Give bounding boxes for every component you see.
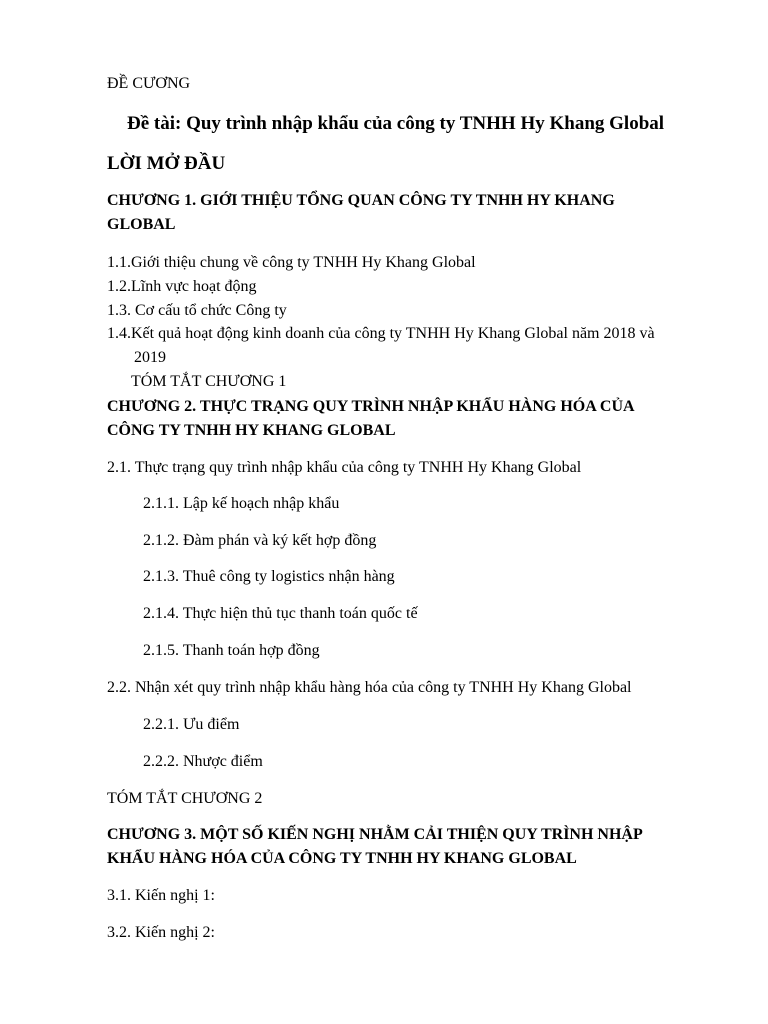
- chapter3-item: 3.2. Kiến nghị 2:: [107, 924, 215, 941]
- chapter2-subitem: 2.1.4. Thực hiện thủ tục thanh toán quốc tế: [143, 605, 418, 622]
- chapter2-subitem: 2.1.2. Đàm phán và ký kết hợp đồng: [143, 532, 377, 549]
- chapter1-summary: TÓM TẮT CHƯƠNG 1: [131, 373, 287, 390]
- chapter3-item: 3.1. Kiến nghị 1:: [107, 887, 215, 904]
- chapter2-subitem: 2.2.1. Ưu điểm: [143, 716, 240, 733]
- chapter2-heading-line1: CHƯƠNG 2. THỰC TRẠNG QUY TRÌNH NHẬP KHẨU HÀNG HÓA CỦA: [107, 398, 635, 415]
- chapter2-subitem: 2.1.1. Lập kế hoạch nhập khẩu: [143, 495, 340, 512]
- chapter3-heading-line2: KHẨU HÀNG HÓA CỦA CÔNG TY TNHH HY KHANG GLOBAL: [107, 850, 577, 867]
- chapter1-item: 1.4.Kết quả hoạt động kinh doanh của công ty TNHH Hy Khang Global năm 2018 và: [107, 325, 655, 342]
- chapter2-subitem: 2.1.5. Thanh toán hợp đồng: [143, 642, 320, 659]
- chapter1-item-continuation: 2019: [134, 349, 166, 366]
- chapter1-item: 1.1.Giới thiệu chung về công ty TNHH Hy Khang Global: [107, 254, 476, 271]
- chapter3-heading-line1: CHƯƠNG 3. MỘT SỐ KIẾN NGHỊ NHẰM CẢI THIỆN QUY TRÌNH NHẬP: [107, 826, 643, 843]
- chapter2-section2: 2.2. Nhận xét quy trình nhập khẩu hàng hóa của công ty TNHH Hy Khang Global: [107, 679, 632, 696]
- chapter1-item: 1.2.Lĩnh vực hoạt động: [107, 278, 257, 295]
- chapter2-summary: TÓM TẮT CHƯƠNG 2: [107, 790, 263, 807]
- chapter2-subitem: 2.2.2. Nhược điểm: [143, 753, 263, 770]
- outline-label: ĐỀ CƯƠNG: [107, 75, 191, 92]
- intro-heading: LỜI MỞ ĐẦU: [107, 153, 226, 174]
- topic-title: Đề tài: Quy trình nhập khẩu của công ty TNHH Hy Khang Global: [127, 113, 665, 134]
- chapter1-heading-line2: GLOBAL: [107, 216, 176, 233]
- chapter2-heading-line2: CÔNG TY TNHH HY KHANG GLOBAL: [107, 422, 396, 439]
- chapter2-subitem: 2.1.3. Thuê công ty logistics nhận hàng: [143, 568, 395, 585]
- chapter2-section1: 2.1. Thực trạng quy trình nhập khẩu của công ty TNHH Hy Khang Global: [107, 459, 582, 476]
- chapter1-heading-line1: CHƯƠNG 1. GIỚI THIỆU TỔNG QUAN CÔNG TY TNHH HY KHANG: [107, 192, 615, 209]
- chapter1-item: 1.3. Cơ cấu tổ chức Công ty: [107, 302, 287, 319]
